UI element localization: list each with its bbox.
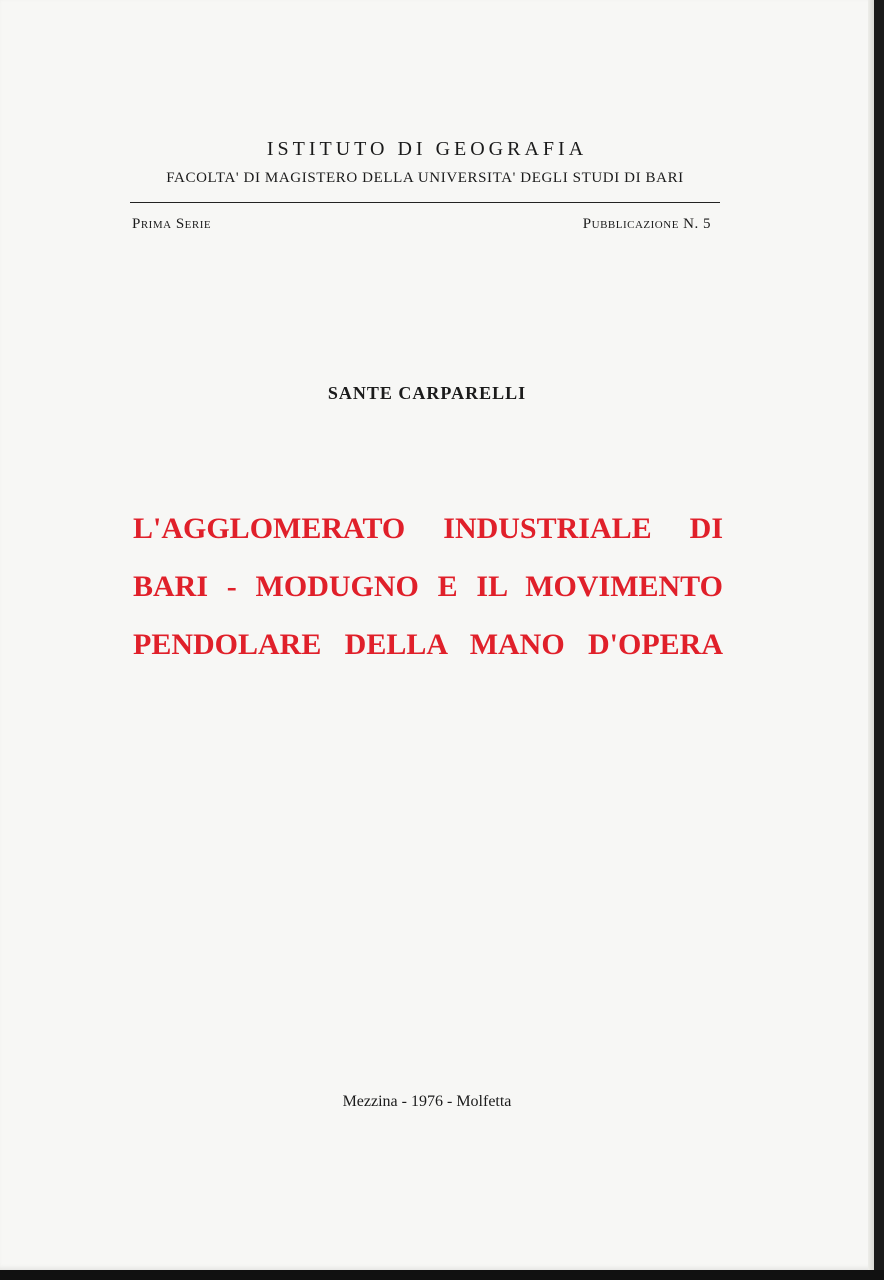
faculty-name: FACOLTA' DI MAGISTERO DELLA UNIVERSITA' DEGLI STUDI DI BARI — [166, 170, 684, 186]
institute-name: ISTITUTO DI GEOGRAFIA — [266, 138, 588, 160]
series-label: Prima Serie — [132, 216, 212, 232]
title-line-1: L'AGGLOMERATO INDUSTRIALE DI — [133, 512, 723, 545]
title-line-3: PENDOLARE DELLA MANO D'OPERA — [133, 628, 723, 661]
title-line-2: BARI - MODUGNO E IL MOVIMENTO — [133, 570, 723, 603]
publisher-imprint: Mezzina - 1976 - Molfetta — [342, 1093, 512, 1110]
publication-number: Pubblicazione N. 5 — [582, 216, 711, 232]
scan-background-bottom — [0, 1270, 884, 1280]
header-divider — [130, 202, 720, 203]
author-name: SANTE CARPARELLI — [327, 383, 527, 403]
book-title — [133, 500, 723, 674]
scan-background-right — [874, 0, 884, 1280]
